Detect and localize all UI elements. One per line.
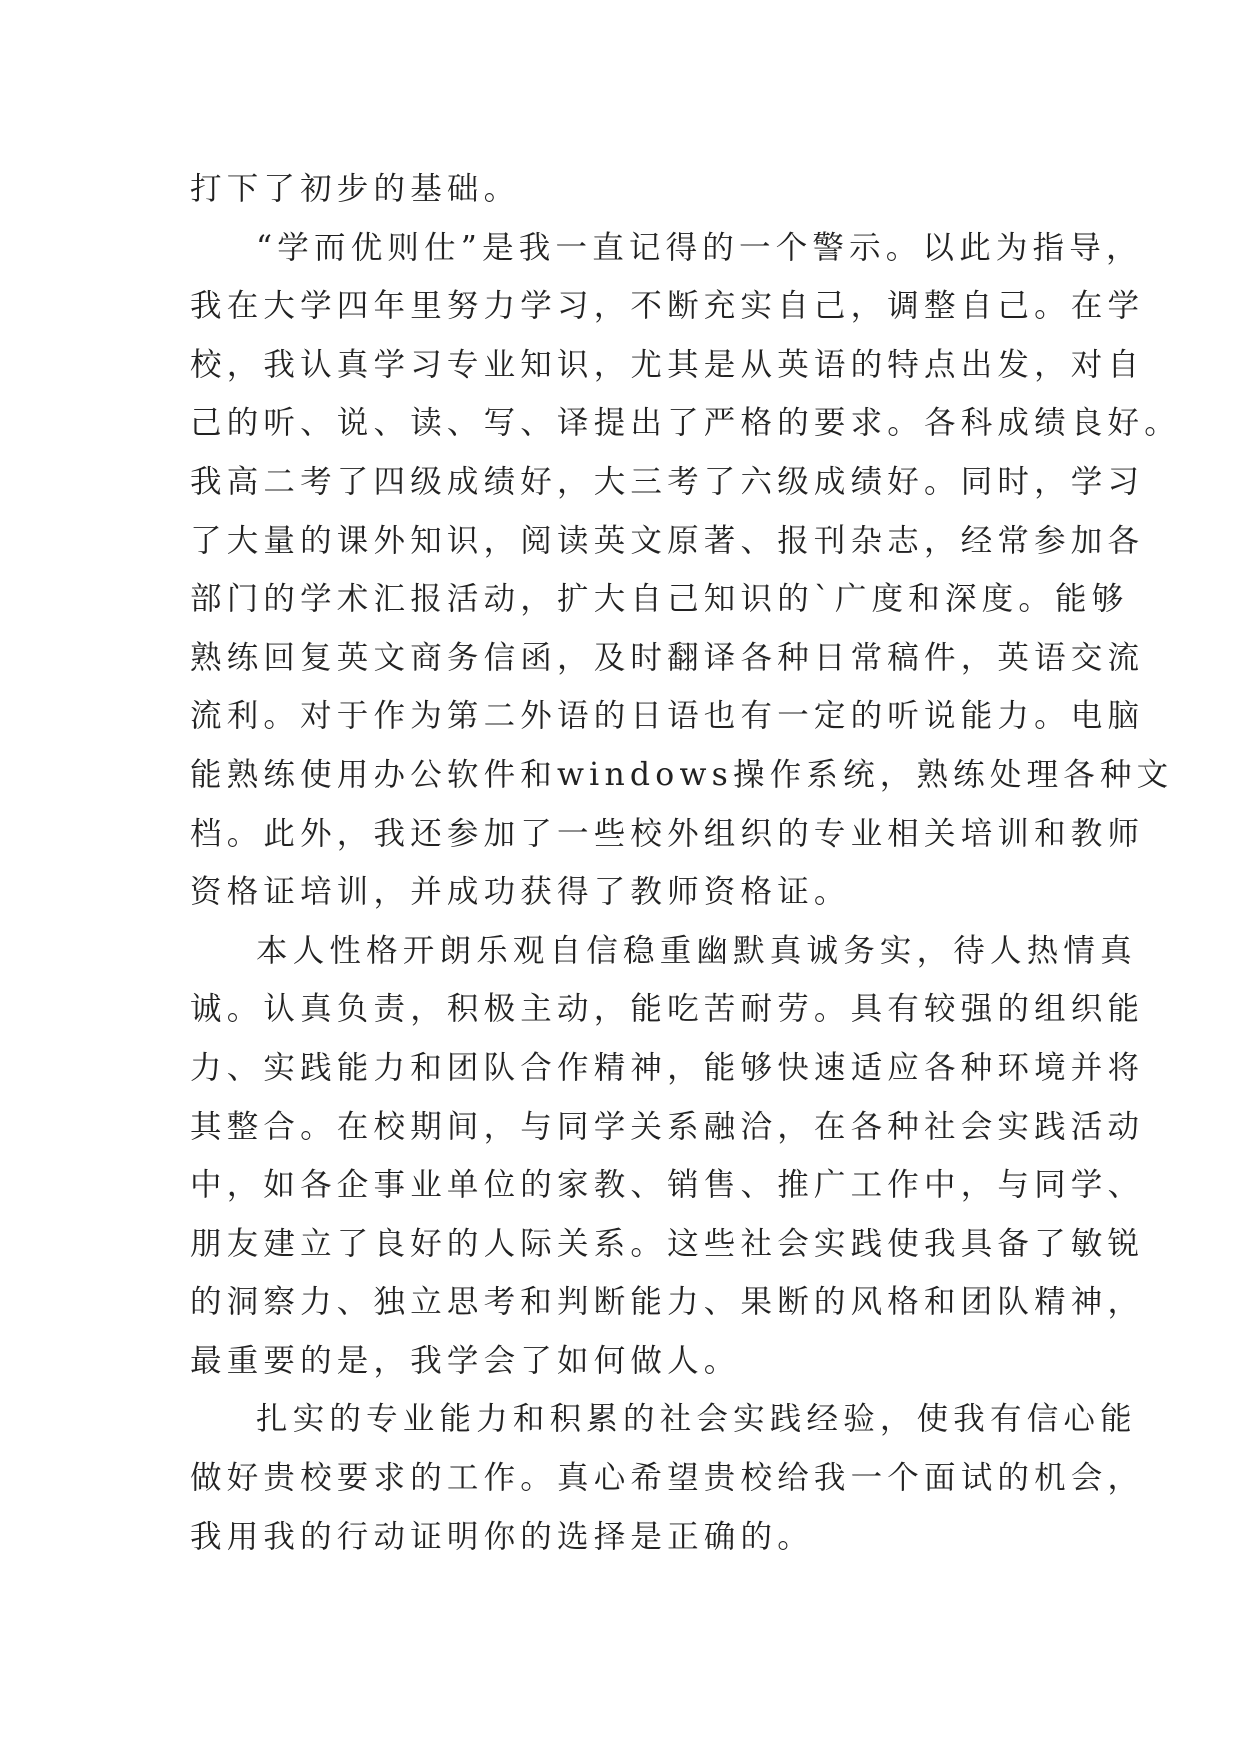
- document-body: [190, 160, 1181, 1566]
- paragraph-line: 资格证培训，并成功获得了教师资格证。: [190, 874, 851, 911]
- paragraph-line: 部门的学术汇报活动，扩大自己知识的`广度和深度。能够: [190, 581, 1129, 618]
- paragraph-line: 扎实的专业能力和积累的社会实践经验，使我有信心能: [256, 1401, 1137, 1438]
- paragraph-line: 档。此外，我还参加了一些校外组织的专业相关培训和教师: [190, 815, 1145, 852]
- paragraph-line: 诚。认真负责，积极主动，能吃苦耐劳。具有较强的组织能: [190, 991, 1145, 1028]
- paragraph-line: 我在大学四年里努力学习，不断充实自己，调整自己。在学: [190, 288, 1145, 325]
- paragraph-line: 的洞察力、独立思考和判断能力、果断的风格和团队精神，: [190, 1284, 1145, 1321]
- paragraph-line: 朋友建立了良好的人际关系。这些社会实践使我具备了敏锐: [190, 1225, 1145, 1262]
- paragraph-line: 力、实践能力和团队合作精神，能够快速适应各种环境并将: [190, 1049, 1145, 1086]
- paragraph-line: 了大量的课外知识，阅读英文原著、报刊杂志，经常参加各: [190, 522, 1145, 559]
- paragraph-line: 我高二考了四级成绩好，大三考了六级成绩好。同时，学习: [190, 463, 1145, 500]
- paragraph-line: 做好贵校要求的工作。真心希望贵校给我一个面试的机会，: [190, 1460, 1145, 1497]
- paragraph-line: 最重要的是，我学会了如何做人。: [190, 1342, 741, 1379]
- paragraph-line: 本人性格开朗乐观自信稳重幽默真诚务实，待人热情真: [256, 932, 1137, 969]
- paragraph-line: 其整合。在校期间，与同学关系融洽，在各种社会实践活动: [190, 1108, 1145, 1145]
- paragraph-line: 中，如各企事业单位的家教、销售、推广工作中，与同学、: [190, 1167, 1145, 1204]
- paragraph-line: 己的听、说、读、写、译提出了严格的要求。各科成绩良好。: [190, 405, 1181, 442]
- paragraph-line: 能熟练使用办公软件和windows操作系统，熟练处理各种文: [190, 756, 1174, 793]
- paragraph-line: “学而优则仕”是我一直记得的一个警示。以此为指导，: [256, 229, 1143, 266]
- paragraph-line: 我用我的行动证明你的选择是正确的。: [190, 1518, 814, 1555]
- paragraph-line: 校，我认真学习专业知识，尤其是从英语的特点出发，对自: [190, 346, 1145, 383]
- paragraph-line: 熟练回复英文商务信函，及时翻译各种日常稿件，英语交流: [190, 639, 1145, 676]
- paragraph-line: 打下了初步的基础。: [190, 171, 521, 207]
- paragraph-line: 流利。对于作为第二外语的日语也有一定的听说能力。电脑: [190, 698, 1145, 735]
